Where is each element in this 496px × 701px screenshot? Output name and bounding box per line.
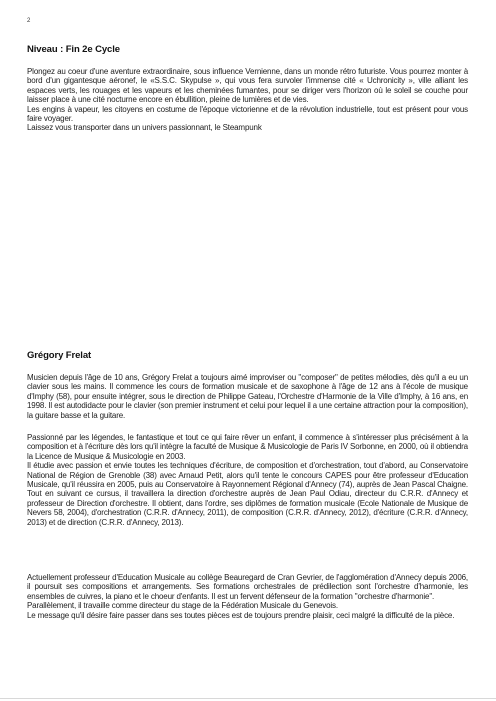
composer-heading: Grégory Frelat — [27, 350, 92, 361]
intro-paragraph: Les engins à vapeur, les citoyens en costume de l'époque victorienne et de la révolution industrielle, tout est présent pour vous faire voyager. — [27, 104, 468, 124]
bio-paragraph: Passionné par les légendes, le fantastique et tout ce qui faire rêver un enfant, il commence à s'intéresser plus précisément à la composition et à l'écriture dès lors qu'il intègre la faculté de Musique & Musicologie de Paris IV Sorbonne, en 2000, où il obtiendra la Licence de Musique & Musicologie en 2003. — [27, 433, 468, 461]
bio-block-1 — [27, 373, 468, 420]
bio-paragraph: Parallèlement, il travaille comme directeur du stage de la Fédération Musicale du Genevois. — [27, 601, 338, 611]
page-number: 2 — [27, 18, 31, 24]
level-heading: Niveau : Fin 2e Cycle — [27, 44, 120, 55]
bio-paragraph: Il étudie avec passion et envie toutes les techniques d'écriture, de composition et d'orchestration, tout d'abord, au Conservatoire National de Région de Grenoble (38) avec Arnaud Petit, alors qu'il tente le concours CAPES pour être professeur d'Education Musicale, qu'il réussira en 2005, puis au Conservatoire à Rayonnement Régional d'Annecy (74), auprès de Jean Pascal Chaigne. Tout en suivant ce cursus, il travaillera la direction d'orchestre auprès de Jean Paul Odiau, directeur du C.R.R. d'Annecy et professeur de Direction d'orchestre. Il obtient, dans l'ordre, ses diplômes de formation musicale (Ecole Nationale de Musique de Nevers 58, 2004), d'orchestration (C.R.R. d'Annecy, 2011), de composition (C.R.R. d'Annecy, 2012), d'écriture (C.R.R. d'Annecy, 2013) et de direction (C.R.R. d'Annecy, 2013). — [27, 461, 468, 527]
bio-block-3 — [27, 573, 468, 620]
intro-paragraph: Laissez vous transporter dans un univers passionnant, le Steampunk — [27, 123, 262, 133]
intro-paragraph: Plongez au coeur d'une aventure extraordinaire, sous influence Vernienne, dans un monde rétro futuriste. Vous pourrez monter à bord d'un gigantesque aéronef, le «S.S.C. Skypulse », qui vous fera survoler l'immense cité « Uchronicity », ville alliant les espaces verts, les rouages et les vapeurs et les cheminées fumantes, pour se diriger vers l'horizon où le soleil se couche pour laisser place à une cité nocturne encore en ébullition, pleine de lumières et de vies. — [27, 67, 468, 105]
page-bottom-rule — [0, 698, 496, 699]
intro-text — [27, 67, 468, 133]
bio-paragraph: Le message qu'il désire faire passer dans ses toutes pièces est de toujours prendre plaisir, ceci malgré la difficulté de la pièce. — [27, 610, 455, 620]
bio-paragraph: Musicien depuis l'âge de 10 ans, Grégory Frelat a toujours aimé improviser ou "composer" de petites mélodies, dès qu'il a eu un clavier sous les mains. Il commence les cours de formation musicale et de saxophone à l'âge de 12 ans à l'école de musique d'Imphy (58), pour ensuite intégrer, sous le direction de Philippe Gateau, l'Orchestre d'Harmonie de la Ville d'Imphy, à 16 ans, en 1998. Il est autodidacte pour le clavier (son premier instrument et celui pour lequel il a une certaine attraction pour la composition), la guitare basse et la guitare. — [27, 373, 468, 420]
bio-paragraph: Actuellement professeur d'Education Musicale au collège Beauregard de Cran Gevrier, de l'agglomération d'Annecy depuis 2006, il poursuit ses compositions et arrangements. Ses formations orchestrales de prédilection sont l'orchestre d'harmonie, les ensembles de cuivres, la piano et le choeur d'enfants. Il est un fervent défenseur de la formation "orchestre d'harmonie". — [27, 573, 468, 601]
bio-block-2 — [27, 433, 468, 527]
